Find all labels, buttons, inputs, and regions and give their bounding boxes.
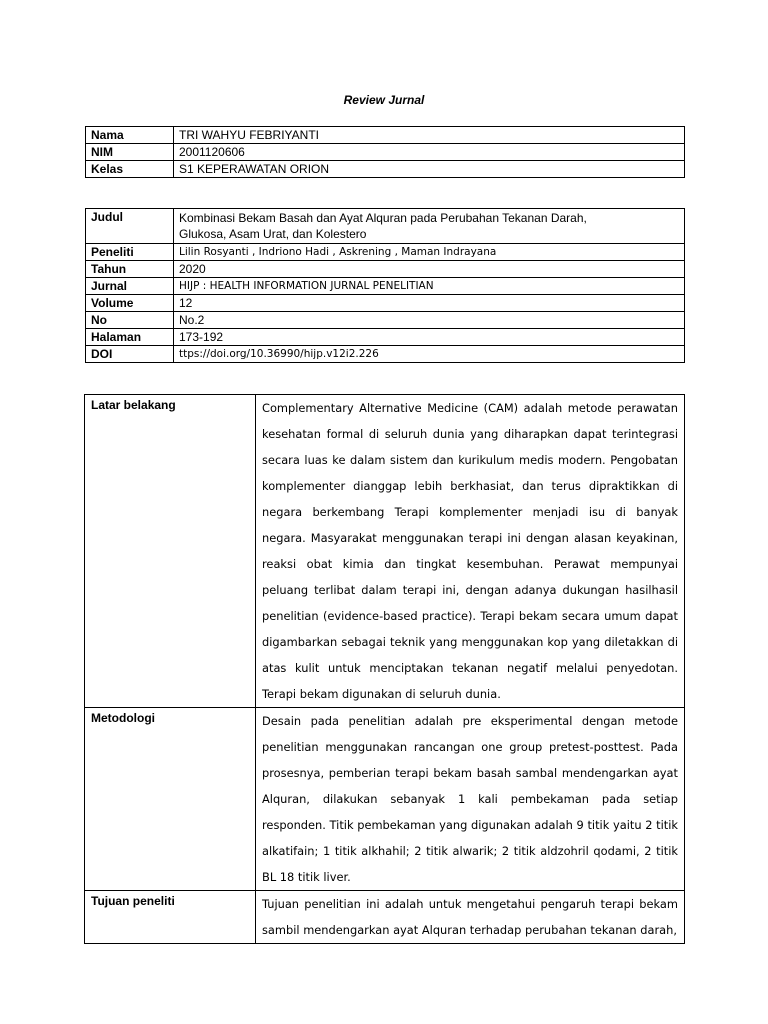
tujuan-peneliti-label: Tujuan peneliti [85,891,256,944]
table-row [85,395,685,708]
table-row [86,346,685,363]
table-row [86,127,685,144]
jurnal-label: Jurnal [86,278,174,295]
kelas-value: S1 KEPERAWATAN ORION [174,161,685,178]
no-label: No [86,312,174,329]
kelas-label: Kelas [86,161,174,178]
nim-label: NIM [86,144,174,161]
nama-value: TRI WAHYU FEBRIYANTI [174,127,685,144]
no-value: No.2 [174,312,685,329]
nama-label: Nama [86,127,174,144]
latar-belakang-label: Latar belakang [85,395,256,708]
volume-value: 12 [174,295,685,312]
judul-value: Kombinasi Bekam Basah dan Ayat Alquran pada Perubahan Tekanan Darah, Glukosa, Asam Urat, dan Kolestero [174,209,685,244]
table-row [86,312,685,329]
table-row [86,278,685,295]
tahun-label: Tahun [86,261,174,278]
table-row [85,891,685,944]
metodologi-text: Desain pada penelitian adalah pre eksperimental dengan metode penelitian menggunakan rancangan one group pretest-posttest. Pada prosesnya, pemberian terapi bekam basah sambal mendengarkan ayat Alquran, dilakukan sebanyak 1 kali pembekaman pada setiap responden. Titik pembekaman yang digunakan adalah 9 titik yaitu 2 titik alkatifain; 1 titik alkhahil; 2 titik alwarik; 2 titik aldzohril qodami, 2 titik BL 18 titik liver. [256,708,685,891]
table-row [86,161,685,178]
judul-label: Judul [86,209,174,244]
nim-value: 2001120606 [174,144,685,161]
tahun-value: 2020 [174,261,685,278]
volume-label: Volume [86,295,174,312]
table-row [86,295,685,312]
doi-label: DOI [86,346,174,363]
metodologi-label: Metodologi [85,708,256,891]
halaman-value: 173-192 [174,329,685,346]
doi-value: ttps://doi.org/10.36990/hijp.v12i2.226 [174,346,685,363]
page-title: Review Jurnal [343,93,425,107]
tujuan-peneliti-text: Tujuan penelitian ini adalah untuk mengetahui pengaruh terapi bekam sambil mendengarkan ayat Alquran terhadap perubahan tekanan darah, [256,891,685,944]
jurnal-value: HIJP : HEALTH INFORMATION JURNAL PENELITIAN [174,278,685,295]
peneliti-value: Lilin Rosyanti , Indriono Hadi , Askrening , Maman Indrayana [174,244,685,261]
latar-belakang-text: Complementary Alternative Medicine (CAM) adalah metode perawatan kesehatan formal di seluruh dunia yang diharapkan dapat terintegrasi secara luas ke dalam sistem dan kurikulum medis modern. Pengobatan komplementer dianggap lebih berkhasiat, dan terus dipraktikkan di negara berkembang Terapi komplementer menjadi isu di banyak negara. Masyarakat menggunakan terapi ini dengan alasan keyakinan, reaksi obat kimia dan tingkat kesembuhan. Perawat mempunyai peluang terlibat dalam terapi ini, dengan adanya dukungan hasilhasil penelitian (evidence-based practice). Terapi bekam secara umum dapat digambarkan sebagai teknik yang menggunakan kop yang diletakkan di atas kulit untuk menciptakan tekanan negatif melalui penyedotan. Terapi bekam digunakan di seluruh dunia. [256,395,685,708]
table-row [86,144,685,161]
table-row [86,329,685,346]
table-row [86,244,685,261]
peneliti-label: Peneliti [86,244,174,261]
review-table [84,394,685,944]
journal-info-table [85,208,685,363]
table-row [86,261,685,278]
table-row [85,708,685,891]
table-row [86,209,685,244]
halaman-label: Halaman [86,329,174,346]
student-info-table [85,126,685,178]
